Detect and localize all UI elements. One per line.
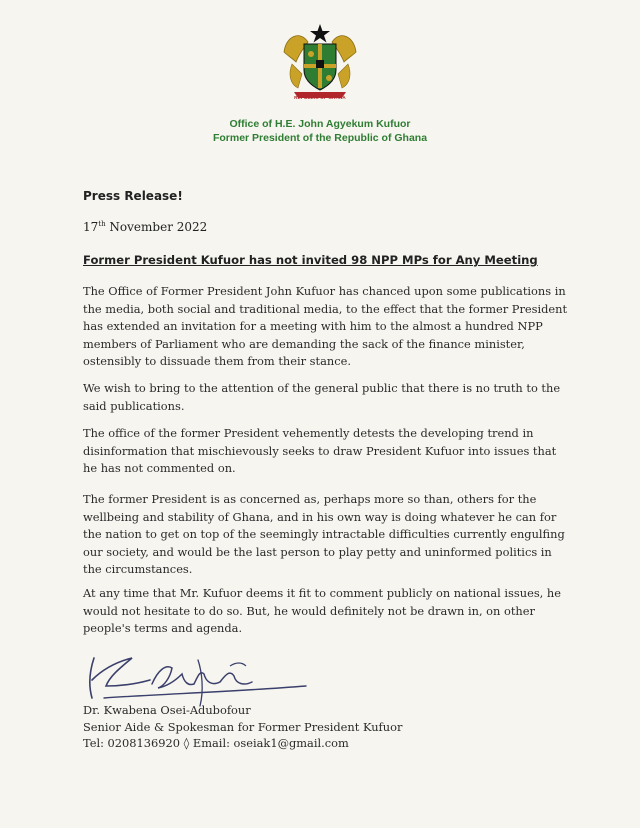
paragraph-line: wellbeing and stability of Ghana, and in his own way is doing whatever he can for: [83, 509, 557, 524]
signatory-contact: Tel: 0208136920 ◊ Email: oseiak1@gmail.com: [83, 736, 349, 750]
paragraph-line: he has not commented on.: [83, 461, 236, 475]
paragraph-line: people's terms and agenda.: [83, 621, 243, 635]
ghana-coat-of-arms-icon: [278, 22, 362, 106]
letterhead-subtitle: Former President of the Republic of Ghana: [212, 132, 428, 144]
paragraph-line: The Office of Former President John Kufuor has chanced upon some publications in: [83, 284, 566, 298]
paragraph-line: ostensibly to dissuade them from their stance.: [83, 354, 351, 368]
paragraph-line: We wish to bring to the attention of the general public that there is no truth to the: [83, 381, 561, 395]
paragraph-line: At any time that Mr. Kufuor deems it fit to comment publicly on national issues, he: [83, 586, 561, 600]
handwritten-signature: [80, 640, 320, 710]
press-release-heading: Press Release!: [83, 189, 183, 203]
paragraph-line: said publications.: [83, 398, 185, 413]
crest-caption: REPUBLIC OF GHANA: [294, 95, 346, 100]
release-date: [83, 220, 207, 234]
paragraph-line: has extended an invitation for a meeting with him to the almost a hundred NPP: [83, 319, 543, 333]
paragraph-5: [83, 585, 573, 638]
paragraph-line: The office of the former President vehemently detests the developing trend in: [83, 426, 534, 440]
paragraph-2: [83, 380, 573, 415]
paragraph-1: [83, 283, 573, 371]
signatory-name: Dr. Kwabena Osei-Adubofour: [83, 703, 251, 717]
paragraph-line: the media, both social and traditional media, to the effect that the former President: [83, 301, 568, 316]
paragraph-line: would not hesitate to do so. But, he would definitely not be drawn in, on other: [83, 603, 535, 618]
paragraph-line: the circumstances.: [83, 562, 193, 576]
paragraph-line: our society, and would be the last person to play petty and uninformed politics in: [83, 544, 552, 559]
letterhead: [150, 117, 490, 145]
paragraph-4: [83, 491, 573, 579]
date-suffix: th: [98, 220, 106, 228]
paragraph-line: The former President is as concerned as, perhaps more so than, others for the: [83, 492, 537, 506]
paragraph-line: disinformation that mischievously seeks to draw President Kufuor into issues that: [83, 443, 557, 458]
release-title: Former President Kufuor has not invited 98 NPP MPs for Any Meeting: [83, 253, 538, 267]
paragraph-line: the nation to get on top of the seemingly intractable difficulties currently engulfing: [83, 527, 565, 541]
signatory-block: [83, 702, 402, 752]
letterhead-office: Office of H.E. John Agyekum Kufuor: [229, 118, 411, 130]
paragraph-line: members of Parliament who are demanding the sack of the finance minister,: [83, 336, 525, 351]
date-rest: November 2022: [105, 220, 208, 234]
date-day: 17: [83, 220, 99, 234]
signatory-role: Senior Aide & Spokesman for Former President Kufuor: [83, 719, 403, 734]
paragraph-3: [83, 425, 573, 478]
